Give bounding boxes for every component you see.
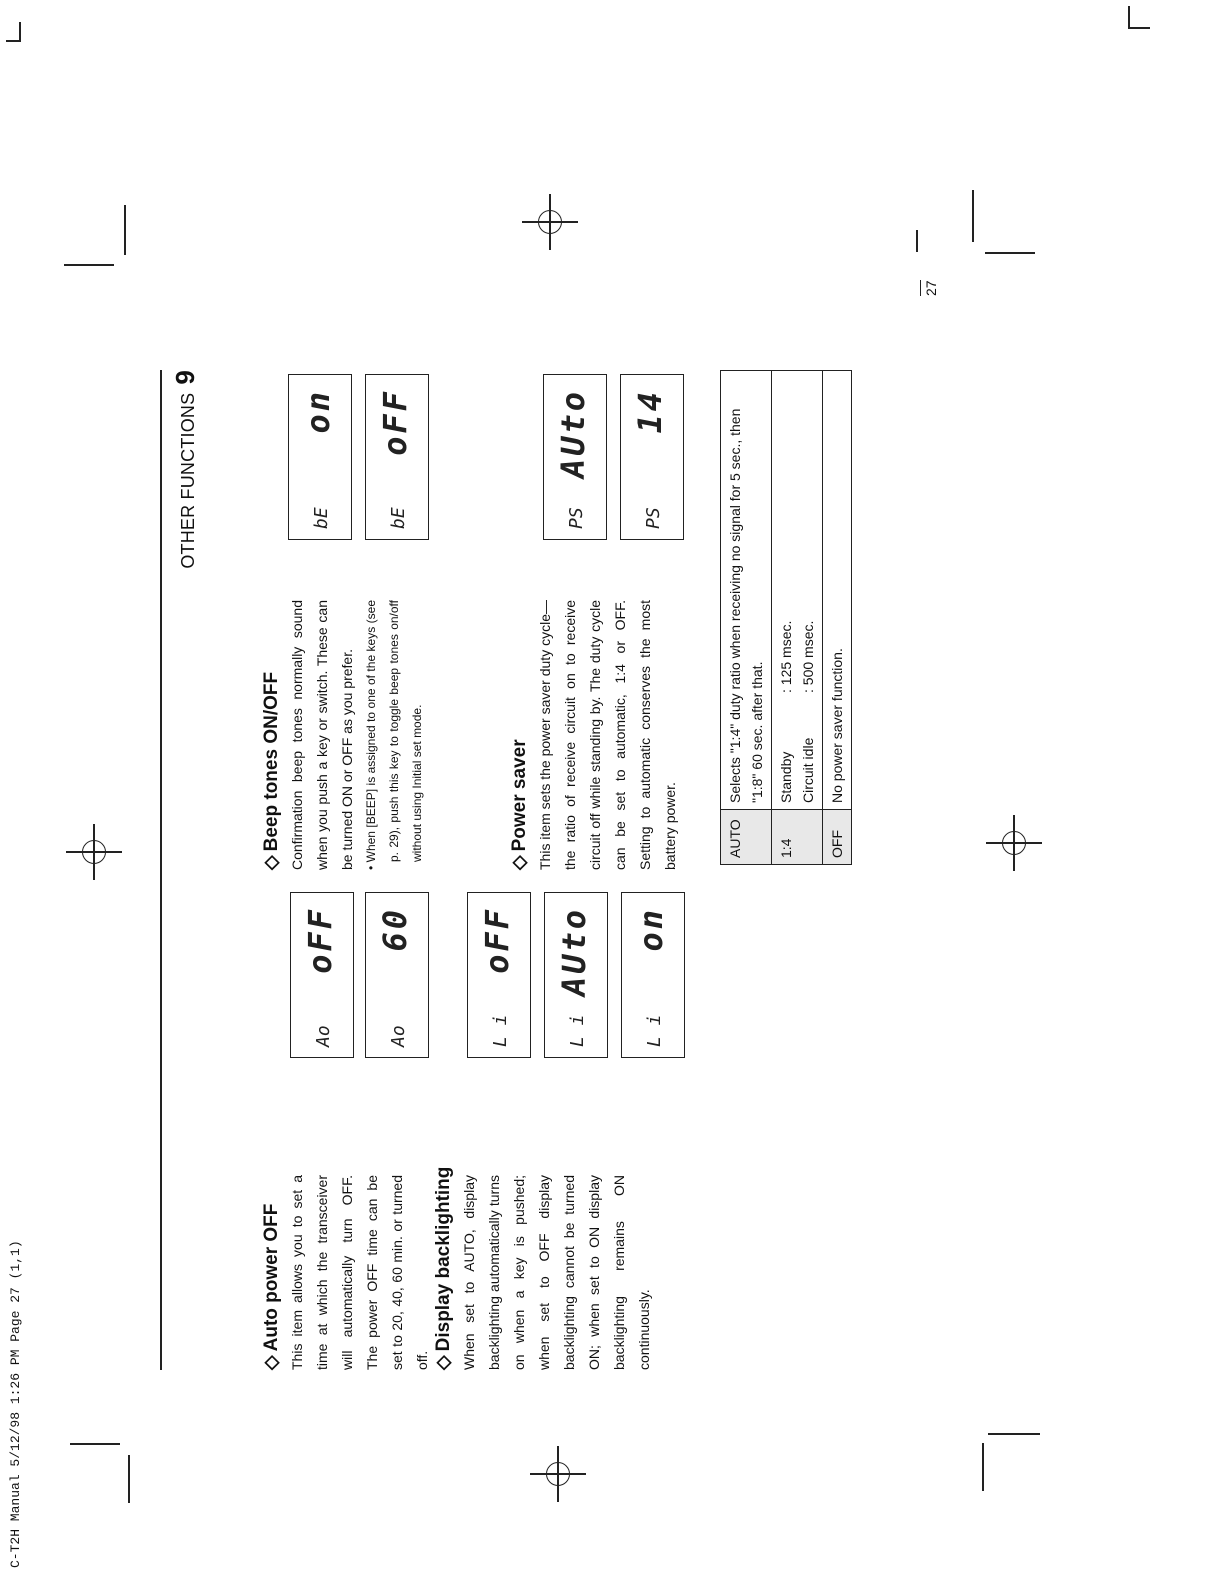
section-power-saver (508, 600, 683, 870)
section-title: ◇Beep tones ON/OFF (261, 671, 282, 870)
section-body: This item sets the power saver duty cycle—the ratio of receive circuit on to receive circuit off while standing by. The duty cycle can be set to automatic, 1:4 or OFF. Setting to automatic conserves the most battery power. (537, 600, 678, 870)
section-note: • When [BEEP] is assigned to one of the keys (see p. 29), push this key to toggle beep tones on/off without using Initial set mode. (364, 600, 424, 870)
lcd-display: Ao oFF (290, 892, 354, 1058)
print-header: C-T2H Manual 5/12/98 1:26 PM Page 27 (1,1) (8, 1240, 23, 1568)
lcd-display: Ao 60 (365, 892, 429, 1058)
crop-mark (70, 1443, 120, 1445)
crop-mark (6, 40, 20, 42)
lcd-display: PS AUto (543, 374, 607, 540)
section-beep-tones (260, 600, 429, 870)
header-rule (160, 370, 162, 1370)
chapter-title: OTHER FUNCTIONS (178, 392, 198, 569)
table-value: Selects "1:4" duty ratio when receiving no signal for 5 sec., then "1:8" 60 sec. after that. (721, 371, 772, 810)
table-row (721, 371, 772, 865)
lcd-display: L i AUto (544, 892, 608, 1058)
registration-mark-icon (986, 815, 1042, 871)
page-content (160, 370, 870, 1370)
section-body: When set to AUTO, display backlighting automatically turns on when a key is pushed; when set to OFF display backlighting cannot be turned ON; when set to ON display backlighting remains ON continuously. (461, 1175, 652, 1370)
table-value: Standby : 125 msec. Circuit idle : 500 msec. (772, 371, 823, 810)
crop-mark (128, 1455, 130, 1503)
diamond-icon: ◇ (433, 1355, 454, 1370)
diamond-icon: ◇ (509, 855, 530, 870)
power-saver-table (720, 370, 852, 865)
crop-mark (982, 1443, 984, 1491)
crop-mark (1128, 27, 1150, 29)
registration-mark-icon (530, 1446, 586, 1502)
crop-mark (19, 22, 21, 42)
table-key: OFF (823, 810, 852, 865)
section-title: ◇Power saver (509, 739, 530, 870)
section-auto-power-off (260, 1175, 435, 1370)
section-title: ◇Display backlighting (433, 1166, 454, 1370)
lcd-display: PS 14 (620, 374, 684, 540)
crop-mark (124, 205, 126, 255)
chapter-number: 9 (170, 370, 200, 385)
diamond-icon: ◇ (261, 855, 282, 870)
crop-mark (916, 230, 918, 252)
section-display-backlighting (432, 1166, 657, 1370)
registration-mark-icon (66, 824, 122, 880)
lcd-display: L i on (621, 892, 685, 1058)
crop-mark (972, 190, 974, 242)
page-number: 27 (920, 280, 939, 296)
lcd-display: L i oFF (467, 892, 531, 1058)
section-title: ◇Auto power OFF (261, 1203, 282, 1370)
lcd-display: bE oFF (365, 374, 429, 540)
table-row (772, 371, 823, 865)
chapter-heading (170, 370, 201, 569)
crop-mark (1128, 6, 1130, 28)
crop-mark (64, 264, 114, 266)
registration-mark-icon (522, 194, 578, 250)
section-body: This item allows you to set a time at which the transceiver will automatically turn OFF. The power OFF time can be set to 20, 40, 60 min. or turned off. (289, 1175, 430, 1370)
lcd-display: bE on (288, 374, 352, 540)
crop-mark (985, 252, 1035, 254)
table-row (823, 371, 852, 865)
section-body: Confirmation beep tones normally sound when you push a key or switch. These can be turned ON or OFF as you prefer. (289, 600, 355, 870)
crop-mark (988, 1433, 1040, 1435)
table-key: 1:4 (772, 810, 823, 865)
diamond-icon: ◇ (261, 1355, 282, 1370)
table-key: AUTO (721, 810, 772, 865)
table-value: No power saver function. (823, 371, 852, 810)
